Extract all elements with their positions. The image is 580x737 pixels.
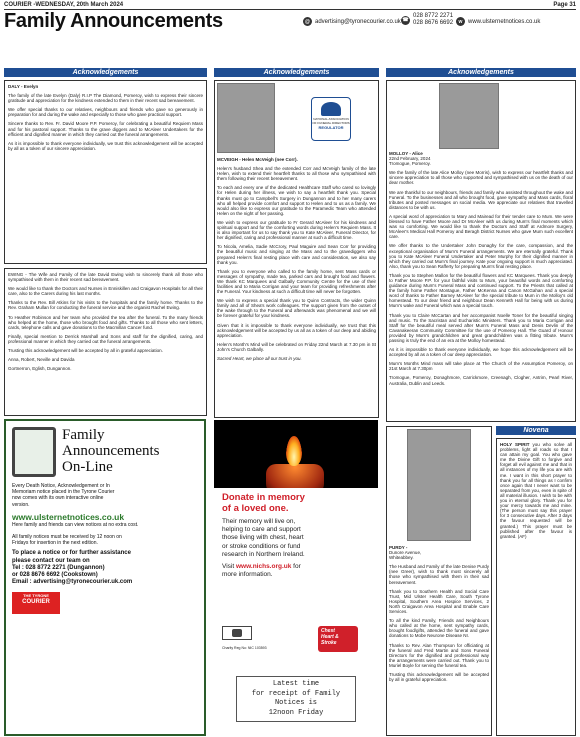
ad-url-link[interactable]: www.ulsternetnotices.co.uk: [12, 511, 125, 522]
notice-novena: HOLY SPIRIT you who solve all problems, light all roads so that I can attain my goal. You who gave me the Divine Gift to forgive and forget all evil against me and that in all instances of my life you are with me. I want in this short prayer to thank you for all things as I confirm once again that I never want to be separated from you, even in spite of all material illusion. I wish to be with you in eternal glory. Thank you for your mercy towards me and mine. (The person must say this prayer for 3 consecutive days. After 3 days the favour requested will be granted.) This prayer must be published after the favour is granted. (AF): [496, 438, 576, 736]
email-icon: @: [303, 17, 312, 26]
donate-text: Donate in memory of a loved one. Their memory will live on, helping to care and support those living with chest, heart or stroke conditions or fund research in Northern Ireland. Visit www.nichs.org.uk for more information.: [222, 492, 305, 579]
contact-web[interactable]: w www.ulsternetnotices.co.uk: [456, 17, 540, 26]
section-header-ack3: Acknowledgements: [386, 68, 576, 77]
ad-email-link[interactable]: Email : advertising@tyronecourier.uk.com: [12, 579, 133, 586]
phone-icon: ☎: [402, 17, 409, 23]
page-number: Page 31: [553, 2, 576, 8]
regulator-icon: [232, 629, 242, 637]
flame-icon: [286, 436, 302, 466]
notice-mcveigh: NATIONAL ASSOCIATION OF FUNERAL DIRECTORS REGULATOR MCVEIGH - Helen McVeigh (nee Corr). Helen's husband Shea and the extended Corr and McVeigh family of the late Helen, wish to extend their heartfelt thanks to all those who sympathised with them following their recent bereavement. To each and every one of the dedicated Healthcare Staff who cared so lovingly for Helen during her illness, we wish to say a heartfelt thank you. Special thanks must go to Campbell's Surgery in Dungannon and to her many carers who all helped provide comfort and support to Helen and to us as a family. We would also like to express our gratitude to the Paramedic Team who attended Helen on the night of her passing. We wish to express our gratitude to Fr Gerard McAleer for his kindness and spiritual support and for the comforting words during Helen's Requiem Mass. It is also important for us to say thank you to Kate McAleer, Funeral Director, for her dignified, caring and professional manner at such a difficult time. To Nicola, Amelia, Sadie McCrory, Paul Maguire and Sean Corr for providing the beautiful music and singing at the Mass and to the gravediggers who prepared Helen's final resting place with care and consideration, we also say thank you. Thank you to everyone who called to the family home, sent Mass cards or messages of sympathy, made tea, parked cars and brought food and flowers. We thank KC Marquees and Galbally Community Centre for the use of their facilities and to Maria Corrigan and your team for providing refreshments after the Funeral. Your kindness at such a difficult time will never be forgotten. We wish to express a special thank you to Quinn Contracts, the wider Quinn family and all of Shea's work colleagues. The support given from the outset of the wake through to the Funeral and afterwards was phenomenal and we will be forever grateful for your kindness. Given that it is impossible to thank everyone individually, we trust that this acknowledgement will be accepted by us all as a token of our deep and abiding appreciation. Helen's Month's Mind will be celebrated on Friday 22nd March at 7.30 pm in St John's Church Galbally. Sacred Heart, we place all our trust in you.: [214, 80, 379, 418]
phone-dungannon: 028 8772 2271: [413, 13, 454, 19]
computer-icon: [12, 427, 56, 477]
section-header-ack2: Acknowledgements: [214, 68, 379, 77]
notice-purdy: PURDY - Dunore Avenue, Whiteabbey. The Husband and Family of the late Denise Purdy (nee Greer), wish to thank most sincerely all those who sympathised with them in their sad bereavement. Thank you to Southern Health and Social Care Trust, Mid Ulster Health Care, South Tyrone Hospital, Southern Area Hospice Services, 2 North Craigavon Area Hospital and Enable Care Services. To all the kind Family, Friends and Neighbours who called at the home, sent sympathy cards, brought food/gifts, attended the funeral and gave donations to Mobe Neurone Disease NI. Thanks to Rev. Alan Thompson for officiating at the funeral and Fred Martin and Sons Funeral Directors for the dignified and professional way the arrangements were carried out. Thank you to Muriel Boyle for serving the funeral tea. Trusting this acknowledgement will be accepted by all in grateful appreciation.: [386, 426, 492, 736]
top-bar: [4, 2, 576, 8]
nafd-badge: NATIONAL ASSOCIATION OF FUNERAL DIRECTORS REGULATOR: [311, 97, 351, 141]
photo-helen-mcveigh: [217, 83, 275, 153]
web-icon: w: [456, 17, 465, 26]
photo-alice-molloy: [439, 83, 499, 149]
section-header-novena: Novena: [496, 426, 576, 435]
charity-reg: Charity Reg No: NIC 103593: [222, 646, 267, 650]
fundraising-regulator-badge: [222, 626, 252, 640]
candle-image: [214, 420, 378, 488]
deadline-box: Latest time for receipt of Family Notices is 12noon Friday: [236, 676, 356, 722]
photo-denise-purdy: [407, 429, 471, 541]
candle-icon: [266, 464, 324, 488]
paper-date: COURIER -WEDNESDAY, 20th March 2024: [4, 2, 124, 8]
badge-icon: [321, 102, 341, 116]
ad-online-notices[interactable]: Family Announcements On-Line Every Death Notice, Acknowledgement or In Memoriam notice placed in the Tyrone Courier now comes with its own interactive online version. www.ulsternetnotices.co.uk Here family and friends can view notices at no extra cost. All family notices must be received by 12 noon on Fridays for insertion in the next edition. To place a notice or for further assistance please contact our team on Tel : 028 8772 2271 (Dungannon) or 028 8676 6692 (Cookstown) Email : advertising@tyronecourier.uk.com THE TYRONE COURIER: [4, 419, 206, 736]
contact-email[interactable]: @ advertising@tyronecourier.co.uk: [303, 17, 401, 26]
notice-ewing: EWING - The Wife and Family of the late David Ewing wish to sincerely thank all those who sympathised with them in their recent sad bereavement. We would like to thank the Doctors and Nurses in Enniskillen and Craigavon Hospitals for all their care, also to the Carers during his last months. Thanks to the Rev. Bill Atkins for his visits to the hospitals and the family home. Thanks to the Rev. Graham Mullan for conducting the funeral service and the organist Rachel Ewing. To Heather Robinson and her team who provided the tea after the funeral. To the many friends who helped at the home, those who brought food and gifts. Thanks to all those who sent letters, cards, telephone calls and gave donations to the Macmillan Cancer fund. Finally, special mention to Derrick Marshall and Sons and staff for the dignified, caring, and professional manner in which they carried out the funeral arrangements. Trusting this acknowledgement will be accepted by all in grateful appreciation. Anna, Robert, Neville and Davida Gortnerron, Eglish, Dungannon.: [4, 268, 207, 416]
notice-molloy: MOLLOY - Alice 22nd February, 2024 Tromogue, Pomeroy. We the family of the late Alice Molloy (nee Morris), wish to express our heartfelt thanks and sincere appreciation to all those who supported and sympathised with us on the death of our dear mother. We are thankful to our neighbours, friends and family who assisted throughout the wake and Funeral. To the businesses and all who brought food, gave sympathy and Mass cards, floral tributes and posted messages on social media. We appreciate our relatives that travelled distances to be with us. A special word of appreciation to Mary and Mairead for their tender care to Mum. We were blessed to have Father Moore and Dr McAleer with us during Mum's final moments which was so comforting. We would like to thank the Doctors and Staff at Ardmore Surgery, McAleer's Medical Hall Pomeroy and Beragh District Nurses who gave Mum such excellent care. We offer thanks to the Undertaker John Donaghy for the care, compassion, and the exceptional organisation of Mum's Funeral arrangements. We are eternally grateful. Thank you to Kate McAleer Funeral Undertaker and Peter Murphy for their dignified manner in which they carried out Mum's final journey. Kate your ongoing support is much appreciated. Also, thank you to Sean Rafferty for preparing Mum's final resting place. Thank you to Stephen Mallon for the beautiful flowers and KC Marquees. Thank you deeply to Father Moore P.P. for your faithful visits to Mum, your beautiful words and comforting guidance during Mum's Funeral Mass and continued support. To the Priests that called at the family home Father Montague, Father McKenna and Canon McGahan and a special word of thanks to Father Barney McAleer for the special tribute to Mum in the Molloy's old homestead. To our dear friend and neighbour Dean Kenneth Hall for being with us during Mum's wake and Funeral which was a special touch. Thank you to Claire McCartan and her accompanist Noelle Toner for the beautiful singing and music. To the Sacristan and Eucharistic Ministers. Thank you to Maria Corrigan and Staff for the beautiful meal served after Mum's Funeral Mass and Denis Devlin of the Cavanakeeran Community Committee for the use of Pomeroy Hall. The Guard of Honour provided by Mum's grandchildren and great grandchildren was a fitting tribute. Mum's passing is truly the end of an era at the Molloy homestead. As it is impossible to thank everyone individually, we hope this acknowledgement will be accepted by all as a token of our deep appreciation. Mum's Months Mind mass will take place at The Church of the Assumption Pomeroy, on 21st March at 7.30pm Tromogue, Pomeroy, Donaghmore, Carrickmore, Creenagh, Clogher, Antrim, Pearl River, Australia, Dublin and Leeds.: [386, 80, 576, 422]
nichs-link[interactable]: www.nichs.org.uk: [235, 563, 292, 571]
tyrone-courier-logo: THE TYRONE COURIER: [12, 592, 60, 614]
chs-logo: Chest Heart & Stroke: [318, 626, 358, 652]
section-header-ack1: Acknowledgements: [4, 68, 207, 77]
notice-daly: DALY - Evelyn The family of the late Evelyn (Daly) R.I.P The Diamond, Pomeroy, wish to express their sincere gratitude and appreciation for the kindness extended to them in their recent sad bereavement. We offer special thanks to our relatives, neighbours and friends who gave so generously in preparation for and during the wake and especially to those who gave practical support. Sincere thanks to Rev. Fr. David Moore P.P. Pomeroy, for celebrating a beautiful Requiem Mass and for his pastoral support. Thanks to the grave diggers and to McAleer Undertakers for the efficient and dignified manner in which they carried out the funeral arrangements. As it is impossible to thank everyone individually, we trust this acknowledgement will be accepted by all as a token of our sincere appreciation.: [4, 80, 207, 264]
phone-cookstown: 028 8676 6692: [413, 20, 454, 26]
page-title: Family Announcements: [4, 10, 223, 32]
contact-phone[interactable]: [401, 13, 453, 27]
